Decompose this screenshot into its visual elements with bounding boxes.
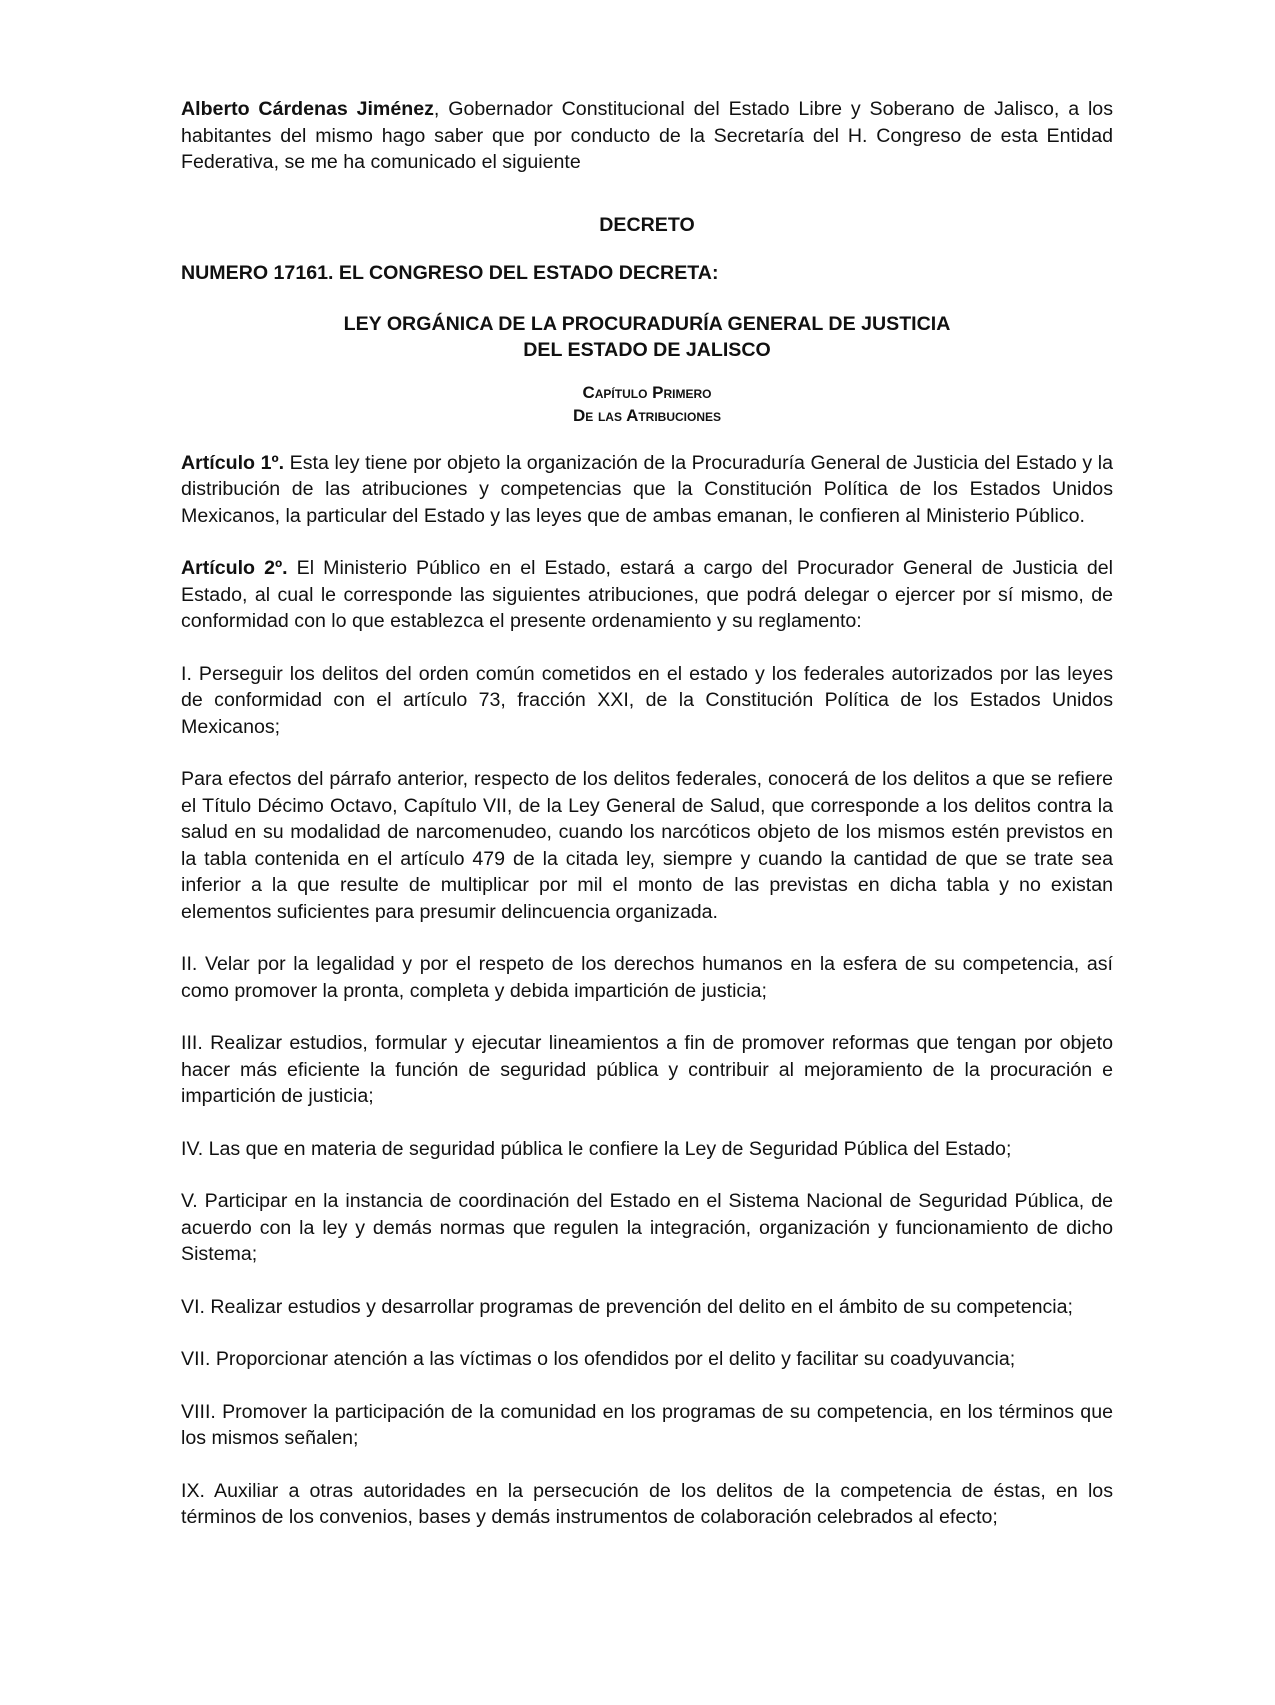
law-title	[181, 311, 1113, 364]
fraction-i-paragraph: Para efectos del párrafo anterior, respecto de los delitos federales, conocerá de los delitos a que se refiere el Título Décimo Octavo, Capítulo VII, de la Ley General de Salud, que corresponde a los delitos contra la salud en su modalidad de narcomenudeo, cuando los narcóticos objeto de los mismos estén previstos en la tabla contenida en el artículo 479 de la citada ley, siempre y cuando la cantidad de que se trate sea inferior a la que resulte de multiplicar por mil el monto de las previstas en dicha tabla y no existan elementos suficientes para presumir delincuencia organizada.	[181, 768, 1113, 923]
article-1-label: Artículo 1º.	[181, 451, 285, 474]
intro-author: Alberto Cárdenas Jiménez	[181, 98, 434, 120]
law-title-line-2: DEL ESTADO DE JALISCO	[523, 339, 771, 361]
article-2-text: El Ministerio Público en el Estado, estará a cargo del Procurador General de Justicia del Estado, al cual le corresponde las siguientes atribuciones, que podrá delegar o ejercer por sí mismo, de conformidad con lo que establezca el presente ordenamiento y su reglamento:	[181, 557, 1114, 632]
fraction-iii: III. Realizar estudios, formular y ejecutar lineamientos a fin de promover reformas que tengan por objeto hacer más eficiente la función de seguridad pública y contribuir al mejoramiento de la procuración e impartición de justicia;	[181, 1032, 1113, 1107]
fraction-ii: II. Velar por la legalidad y por el respeto de los derechos humanos en la esfera de su competencia, así como promover la pronta, completa y debida impartición de justicia;	[181, 953, 1113, 1002]
document-page	[181, 96, 1113, 1557]
numero-heading: NUMERO 17161. EL CONGRESO DEL ESTADO DECRETA:	[181, 262, 719, 284]
fraction-viii: VIII. Promover la participación de la comunidad en los programas de su competencia, en los términos que los mismos señalen;	[181, 1400, 1113, 1449]
decreto-heading: DECRETO	[599, 213, 695, 236]
article-2-label: Artículo 2º.	[181, 557, 288, 579]
fraction-iv: IV. Las que en materia de seguridad pública le confiere la Ley de Seguridad Pública del Estado;	[181, 1137, 1012, 1160]
chapter-subtitle: De las Atribuciones	[572, 405, 722, 425]
intro-paragraph	[181, 96, 1113, 176]
fraction-ix: IX. Auxiliar a otras autoridades en la persecución de los delitos de la competencia de éstas, en los términos de los convenios, bases y demás instrumentos de colaboración celebrados al efecto;	[181, 1479, 1113, 1528]
fraction-v: V. Participar en la instancia de coordinación del Estado en el Sistema Nacional de Seguridad Pública, de acuerdo con la ley y demás normas que regulen la integración, organización y funcionamiento de dicho Sistema;	[181, 1190, 1113, 1265]
fraction-vii: VII. Proporcionar atención a las víctimas o los ofendidos por el delito y facilitar su coadyuvancia;	[181, 1348, 1016, 1370]
article-1-text: Esta ley tiene por objeto la organización de la Procuraduría General de Justicia del Estado y la distribución de las atribuciones y competencias que la Constitución Política de los Estados Unidos Mexicanos, la particular del Estado y las leyes que de ambas emanan, le confieren al Ministerio Público.	[181, 451, 1113, 527]
fraction-vi: VI. Realizar estudios y desarrollar programas de prevención del delito en el ámbito de su competencia;	[181, 1295, 1073, 1318]
article-1	[181, 450, 1113, 530]
chapter-heading	[181, 382, 1113, 428]
intro-text: , Gobernador Constitucional del Estado Libre y Soberano de Jalisco, a los habitantes del mismo hago saber que por conducto de la Secretaría del H. Congreso de esta Entidad Federativa, se me ha comunicado el siguiente	[181, 98, 1113, 173]
law-title-line-1: LEY ORGÁNICA DE LA PROCURADURÍA GENERAL DE JUSTICIA	[343, 312, 951, 335]
fraction-i: I. Perseguir los delitos del orden común cometidos en el estado y los federales autorizados por las leyes de conformidad con el artículo 73, fracción XXI, de la Constitución Política de los Estados Unidos Mexicanos;	[181, 662, 1113, 738]
chapter-title: Capítulo Primero	[582, 382, 712, 402]
article-2	[181, 555, 1113, 635]
